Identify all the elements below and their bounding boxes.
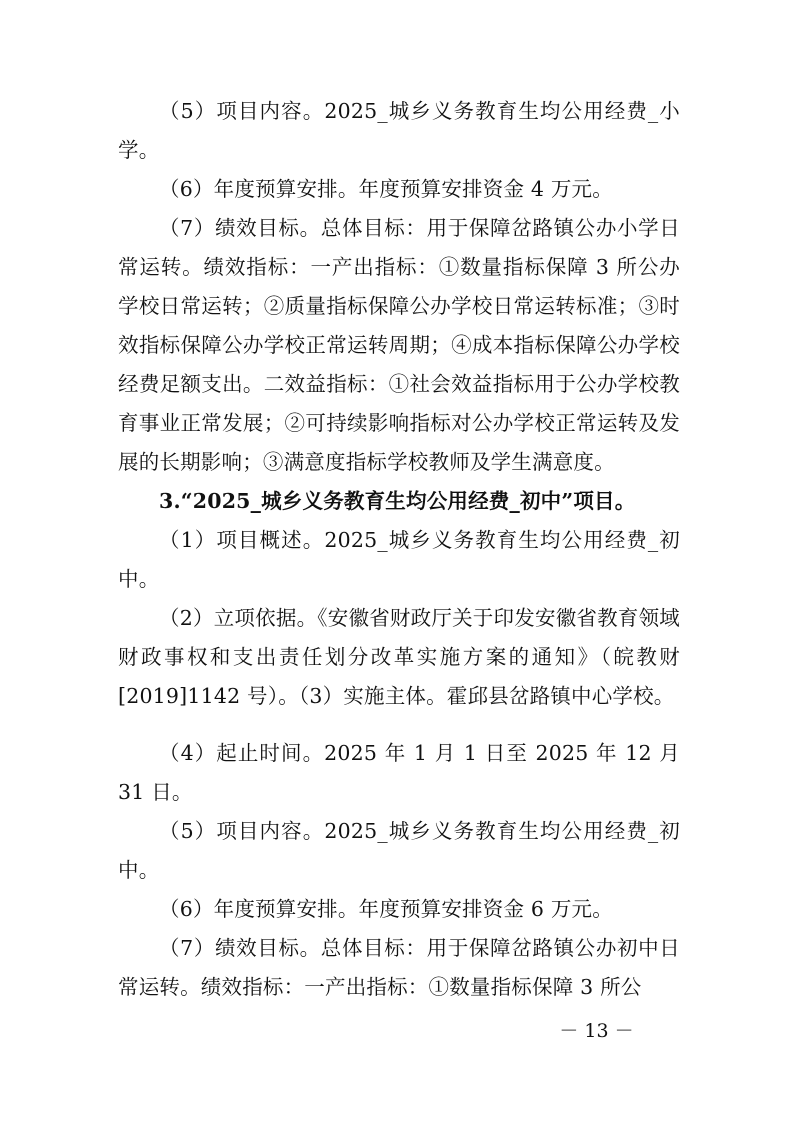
section-heading-junior-high: 3.“2025_城乡义务教育生均公用经费_初中”项目。 bbox=[159, 489, 636, 513]
paragraph-annual-budget-primary: （6）年度预算安排。年度预算安排资金 4 万元。 bbox=[159, 177, 613, 201]
paragraph-performance-goal-primary: （7）绩效目标。总体目标：用于保障岔路镇公办小学日常运转。绩效指标：一产出指标：①数量指标保障 3 所公办学校日常运转；②质量指标保障公办学校日常运转标准；③时效指标保障公办学校正常运转周期；④成本指标保障公办学校经费足额支出。二效益指标：①社会效益指标用于公办学校教育事业正常发展；②可持续影响指标对公办学校正常运转及发展的长期影响；③满意度指标学校教师及学生满意度。 bbox=[118, 216, 680, 474]
paragraph-project-overview: （1）项目概述。2025_城乡义务教育生均公用经费_初中。 bbox=[118, 528, 680, 591]
paragraph-annual-budget-secondary: （6）年度预算安排。年度预算安排资金 6 万元。 bbox=[159, 897, 613, 921]
paragraph-project-basis: （2）立项依据。《安徽省财政厅关于印发安徽省教育领域财政事权和支出责任划分改革实施方案的通知》（皖教财[2019]1142 号）。（3）实施主体。霍邱县岔路镇中心学校。 bbox=[118, 606, 680, 708]
page-number: － 13 － bbox=[559, 1020, 634, 1042]
paragraph-project-content-secondary: （5）项目内容。2025_城乡义务教育生均公用经费_初中。 bbox=[118, 819, 680, 882]
document-body bbox=[118, 92, 680, 1007]
paragraph-spacer bbox=[118, 716, 680, 734]
paragraph-project-content-primary: （5）项目内容。2025_城乡义务教育生均公用经费_小学。 bbox=[118, 99, 680, 162]
page-footer bbox=[0, 1016, 793, 1043]
paragraph-project-period: （4）起止时间。2025 年 1 月 1 日至 2025 年 12 月 31 日。 bbox=[118, 741, 680, 804]
paragraph-performance-goal-secondary: （7）绩效目标。总体目标：用于保障岔路镇公办初中日常运转。绩效指标：一产出指标：①数量指标保障 3 所公 bbox=[118, 936, 680, 999]
